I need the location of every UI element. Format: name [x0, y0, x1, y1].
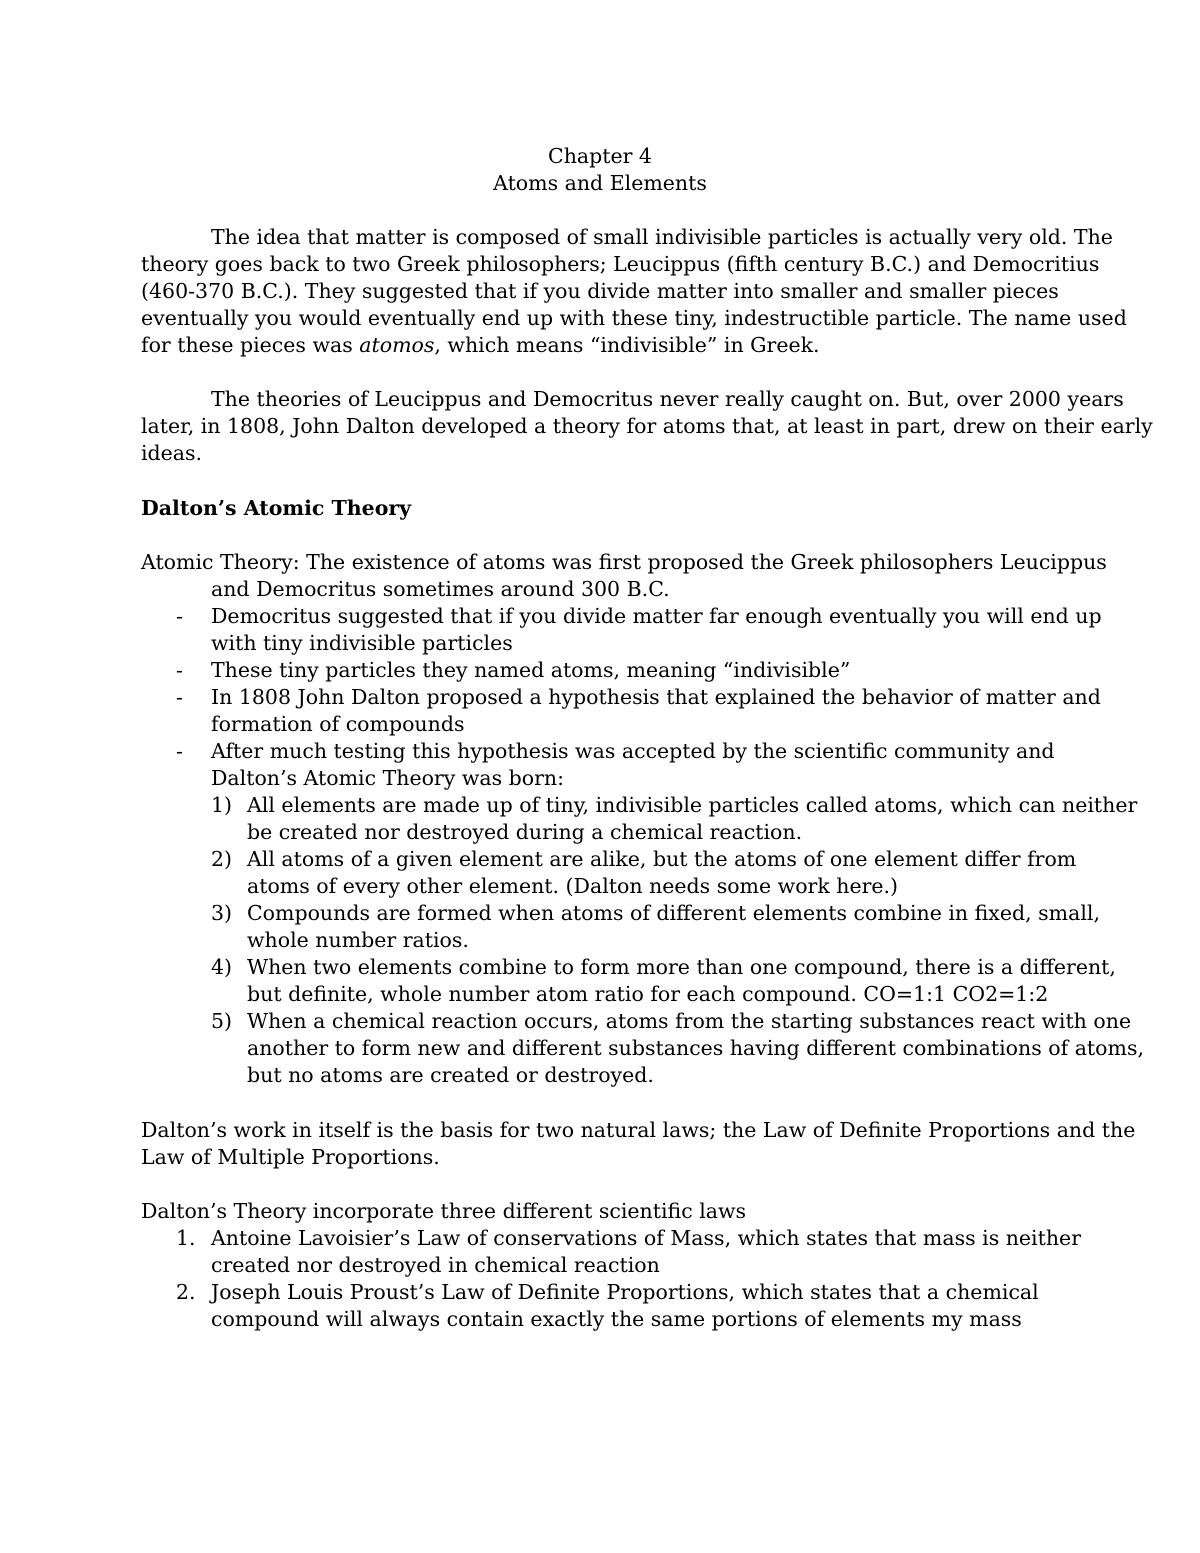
postulate-number: 4) [211, 955, 233, 979]
intro-p1-line: The idea that matter is composed of small indivisible particles is actually very old. The [211, 225, 1113, 249]
postulate-line: When a chemical reaction occurs, atoms from the starting substances react with one [247, 1009, 1132, 1033]
postulate-number: 5) [211, 1009, 233, 1033]
atomic-theory-line: Atomic Theory: The existence of atoms was first proposed the Greek philosophers Leucippus [141, 550, 1107, 574]
bullet-dash: - [176, 658, 183, 682]
postulate-line: Compounds are formed when atoms of different elements combine in fixed, small, [247, 901, 1100, 925]
postulate-line: but no atoms are created or destroyed. [247, 1063, 654, 1087]
bullet-line: Dalton’s Atomic Theory was born: [211, 766, 564, 790]
law-number: 1. [176, 1226, 196, 1250]
postulate-line: whole number ratios. [247, 928, 469, 952]
postulate-line: All elements are made up of tiny, indivisible particles called atoms, which can neither [247, 793, 1138, 817]
postulate-line: but definite, whole number atom ratio for each compound. CO=1:1 CO2=1:2 [247, 982, 1049, 1006]
bullet-line: with tiny indivisible particles [211, 631, 513, 655]
law-line: Joseph Louis Proust’s Law of Definite Proportions, which states that a chemical [211, 1280, 1039, 1304]
postulate-line: When two elements combine to form more than one compound, there is a different, [247, 955, 1116, 979]
bullet-line: In 1808 John Dalton proposed a hypothesis that explained the behavior of matter and [211, 685, 1101, 709]
bullet-line: formation of compounds [211, 712, 465, 736]
intro-p2-line: later, in 1808, John Dalton developed a theory for atoms that, at least in part, drew on their early [141, 414, 1153, 438]
law-line: compound will always contain exactly the same portions of elements my mass [211, 1307, 1022, 1331]
incorporate-line: Dalton’s Theory incorporate three different scientific laws [141, 1199, 747, 1223]
postulate-number: 3) [211, 901, 233, 925]
intro-p1-last-line [141, 332, 820, 359]
page-title: Atoms and Elements [493, 171, 707, 195]
chapter-label: Chapter 4 [548, 144, 652, 168]
postulate-line: another to form new and different substances having different combinations of atoms, [247, 1036, 1144, 1060]
atomic-theory-line: and Democritus sometimes around 300 B.C. [211, 577, 670, 601]
law-line: Antoine Lavoisier’s Law of conservations of Mass, which states that mass is neither [211, 1226, 1081, 1250]
intro-p2-line: The theories of Leucippus and Democritus never really caught on. But, over 2000 years [211, 387, 1124, 411]
bullet-dash: - [176, 739, 183, 763]
bullet-line: Democritus suggested that if you divide matter far enough eventually you will end up [211, 604, 1102, 628]
laws-paragraph-line: Dalton’s work in itself is the basis for two natural laws; the Law of Definite Proportions and the [141, 1118, 1136, 1142]
postulate-line: atoms of every other element. (Dalton needs some work here.) [247, 874, 899, 898]
law-line: created nor destroyed in chemical reaction [211, 1253, 660, 1277]
law-number: 2. [176, 1280, 196, 1304]
postulate-number: 2) [211, 847, 233, 871]
laws-paragraph-line: Law of Multiple Proportions. [141, 1145, 440, 1169]
intro-p1-line: eventually you would eventually end up with these tiny, indestructible particle. The name used [141, 306, 1127, 330]
bullet-line: These tiny particles they named atoms, meaning “indivisible” [211, 658, 851, 682]
section-heading: Dalton’s Atomic Theory [141, 496, 412, 520]
postulate-line: All atoms of a given element are alike, but the atoms of one element differ from [247, 847, 1077, 871]
bullet-dash: - [176, 604, 183, 628]
postulate-number: 1) [211, 793, 233, 817]
atomos-term: atomos [359, 333, 435, 357]
postulate-line: be created nor destroyed during a chemical reaction. [247, 820, 803, 844]
intro-p1-line: (460-370 B.C.). They suggested that if you divide matter into smaller and smaller pieces [141, 279, 1059, 303]
intro-p1-last-after: , which means “indivisible” in Greek. [434, 333, 820, 357]
bullet-dash: - [176, 685, 183, 709]
intro-p1-line: theory goes back to two Greek philosophers; Leucippus (fifth century B.C.) and Democritius [141, 252, 1100, 276]
intro-p1-last-before: for these pieces was [141, 333, 360, 357]
intro-p2-line: ideas. [141, 441, 203, 465]
bullet-line: After much testing this hypothesis was accepted by the scientific community and [211, 739, 1055, 763]
